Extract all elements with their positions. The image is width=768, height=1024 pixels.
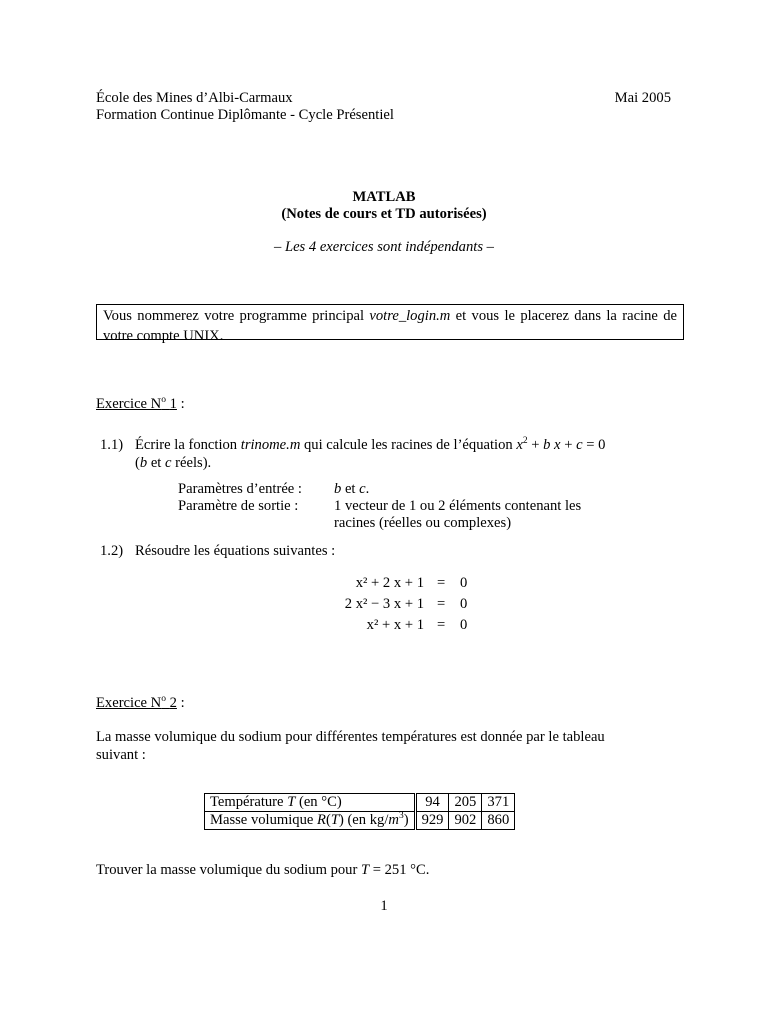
program-name: Formation Continue Diplômante - Cycle Présentiel bbox=[96, 107, 394, 123]
exercise-2-heading: Exercice $N^o$ 2 : bbox=[96, 694, 185, 711]
table-cell: 205 bbox=[449, 794, 482, 812]
sodium-density-table bbox=[204, 793, 515, 830]
question-1-2-number: 1.2) bbox=[100, 543, 124, 559]
param-input-row: Paramètres d’entrée : b et c. bbox=[178, 481, 370, 497]
filename: votre_login.m bbox=[369, 308, 451, 324]
table-cell: 929 bbox=[415, 812, 449, 830]
table-cell: 860 bbox=[482, 812, 515, 830]
table-row-label: Température T (en °C) bbox=[205, 794, 416, 812]
instructions-box: Vous nommerez votre programme principal votre_login.m et vous le placerez dans la racine de votre compte UNIX. bbox=[96, 304, 684, 340]
independence-note: – Les 4 exercices sont indépendants – bbox=[274, 239, 494, 255]
param-output-row: Paramètre de sortie : 1 vecteur de 1 ou 2 éléments contenant les bbox=[178, 498, 582, 514]
question-1-2-text: Résoudre les équations suivantes : bbox=[135, 543, 336, 559]
exercise-1-heading: Exercice $N^o$ 1 : bbox=[96, 395, 185, 412]
page-subtitle: (Notes de cours et TD autorisées) bbox=[281, 206, 487, 222]
exercise-2-intro-line1: La masse volumique du sodium pour différentes températures est donnée par le tableau bbox=[96, 729, 605, 745]
function-name: trinome.m bbox=[240, 437, 301, 453]
param-output-row-cont: racines (réelles ou complexes) bbox=[334, 515, 512, 531]
table-row-label: Masse volumique R(T) (en $kg/m^3$) bbox=[205, 812, 416, 830]
page-number: 1 bbox=[380, 898, 388, 914]
exam-date: Mai 2005 bbox=[614, 90, 671, 106]
question-1-1-line2: (b et c réels). bbox=[135, 455, 212, 471]
page-title: MATLAB bbox=[352, 189, 416, 205]
exercise-2-intro-line2: suivant : bbox=[96, 747, 146, 763]
table-cell: 371 bbox=[482, 794, 515, 812]
table-row bbox=[205, 812, 515, 830]
table-row bbox=[205, 794, 515, 812]
question-1-1-text: Écrire la fonction trinome.m qui calcule les racines de l’équation $x^2 + b$ x + c = 0 bbox=[135, 436, 606, 453]
table-cell: 902 bbox=[449, 812, 482, 830]
school-name: École des Mines d’Albi-Carmaux bbox=[96, 90, 293, 106]
exercise-2-question: Trouver la masse volumique du sodium pour T = 251 °C. bbox=[96, 862, 430, 878]
table-cell: 94 bbox=[415, 794, 449, 812]
question-1-1-number: 1.1) bbox=[100, 437, 124, 453]
